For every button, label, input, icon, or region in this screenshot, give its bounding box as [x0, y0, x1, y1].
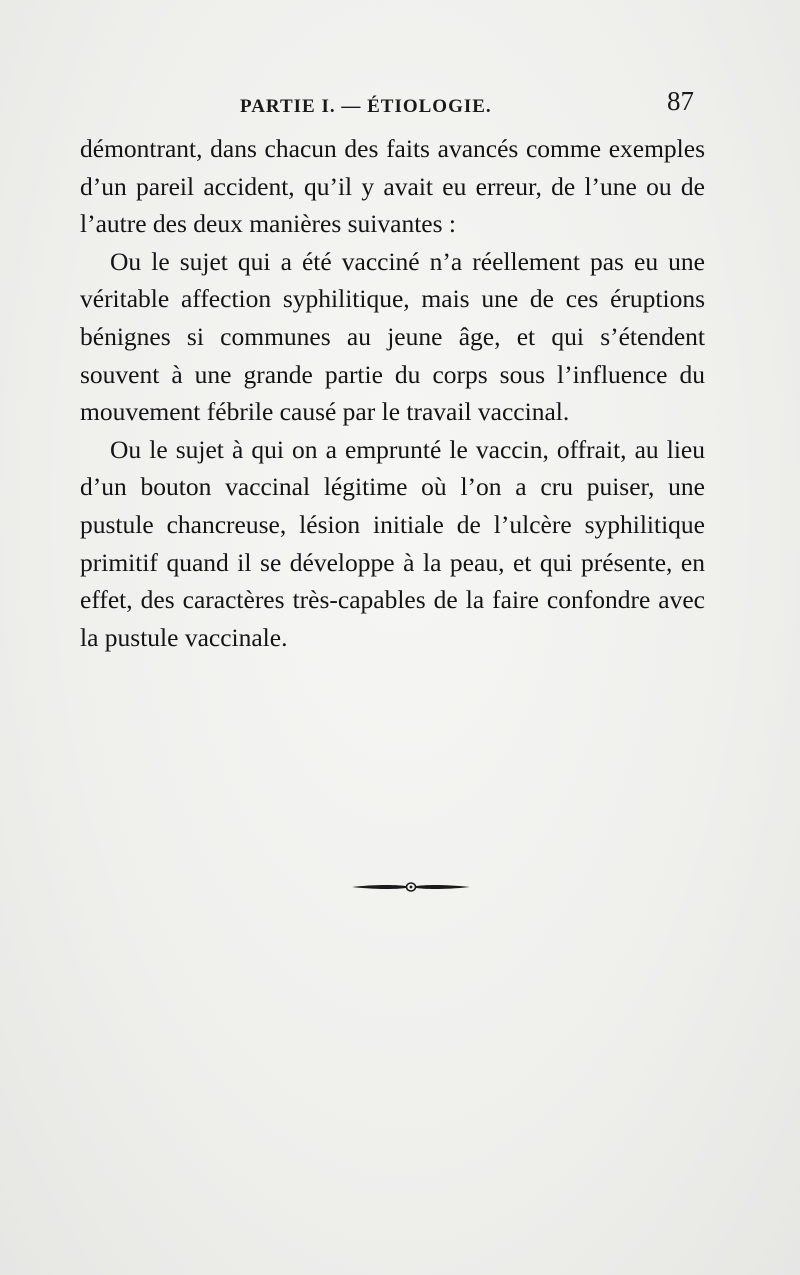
paragraph-second-hypothesis: Ou le sujet à qui on a emprunté le vaccin, offrait, au lieu d’un bouton vaccinal légitime où l’on a cru puiser, une pustule chancreuse, lésion initiale de l’ulcère syphilitique primitif quand il se développe à la peau, et qui présente, en effet, des caractères très-capables de la faire confondre avec la pustule vaccinale.	[80, 434, 705, 652]
body-text	[80, 130, 705, 656]
page-header	[80, 86, 700, 126]
paragraph-first-hypothesis: Ou le sujet qui a été vacciné n’a réellement pas eu une véritable affection syphilitique, mais une de ces éruptions bénignes si communes au jeune âge, et qui s’étendent souvent à une grande partie du corps sous l’influence du mouvement fébrile causé par le travail vaccinal.	[80, 246, 705, 427]
tail-piece-ornament	[350, 878, 472, 896]
page-number: 87	[667, 86, 694, 116]
paragraph-continuation: démontrant, dans chacun des faits avancés comme exemples d’un pareil accident, qu’il y avait eu erreur, de l’une ou de l’autre des deux manières suivantes :	[80, 134, 705, 239]
running-head: PARTIE I. — ÉTIOLOGIE.	[240, 96, 492, 117]
